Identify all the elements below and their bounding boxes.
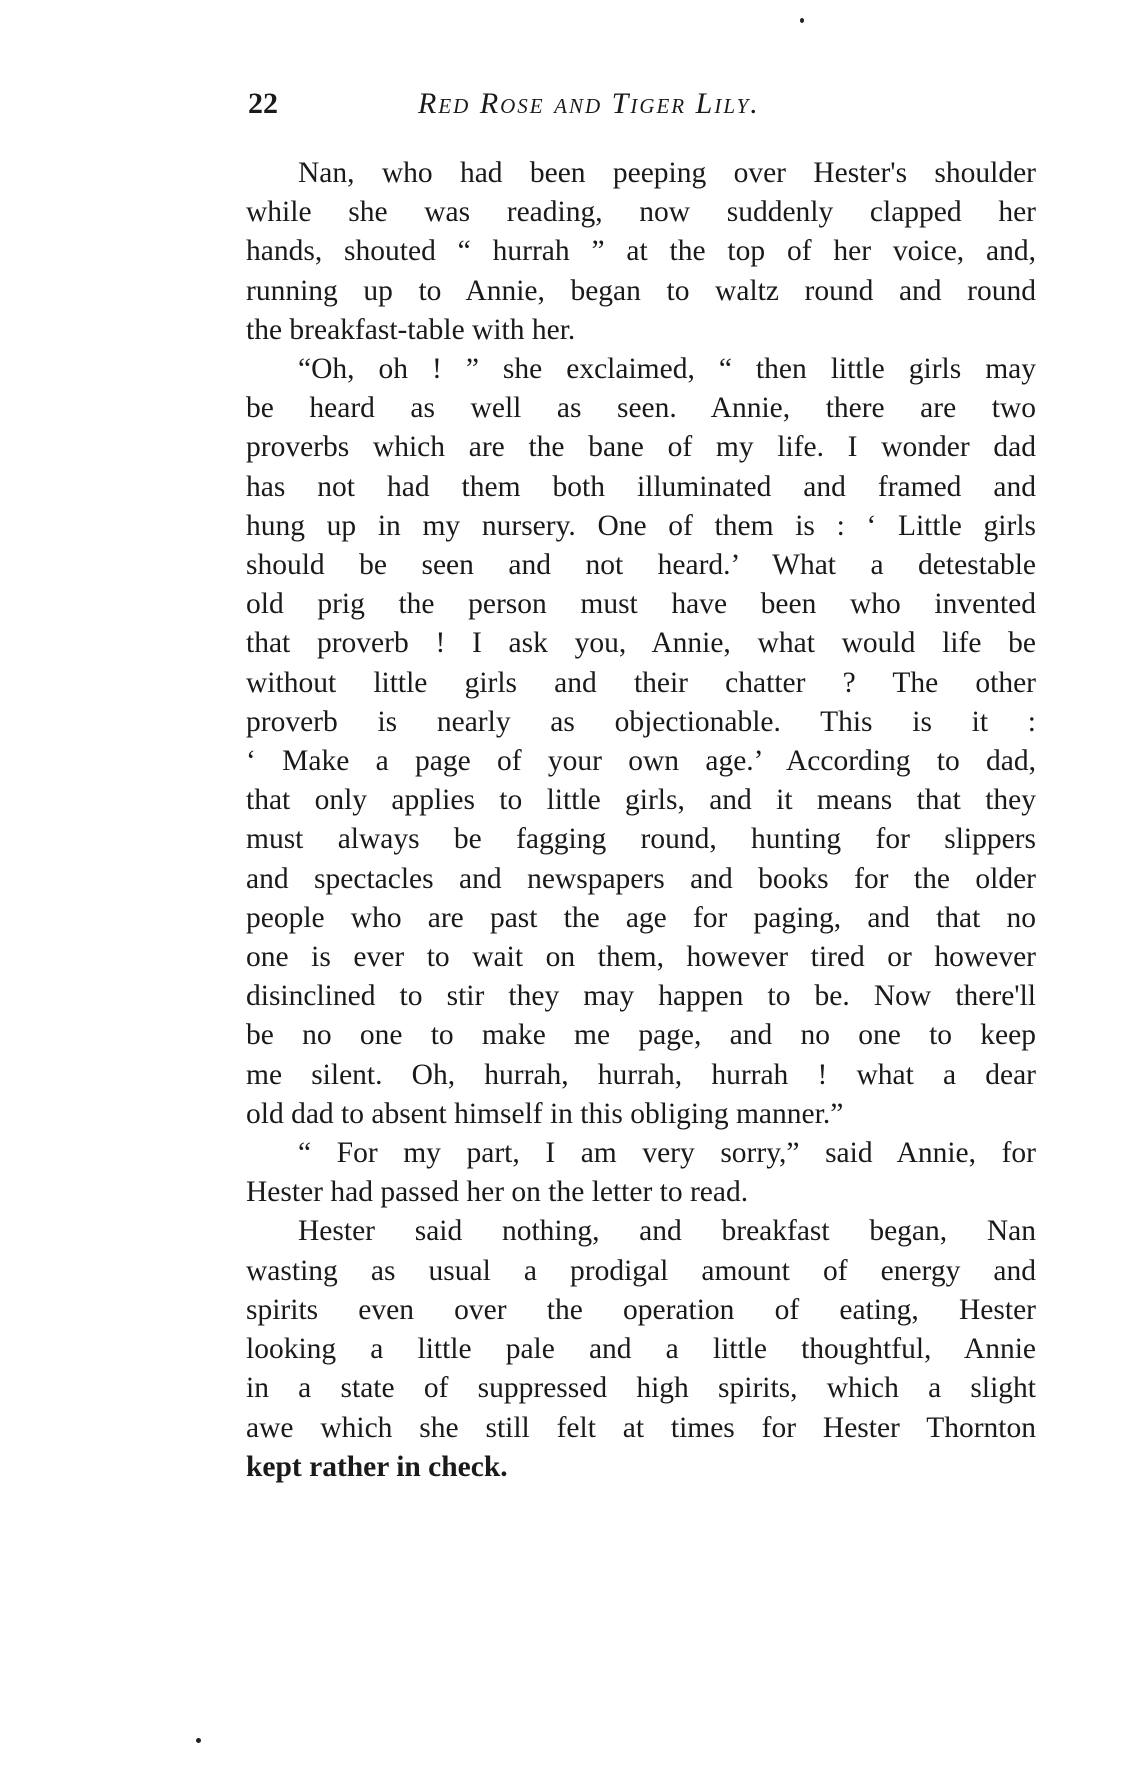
text-line: hung up in my nursery. One of them is : ‘ Little girls <box>246 509 1036 542</box>
body-text <box>246 154 1036 1487</box>
text-line: without little girls and their chatter ? The other <box>246 666 1036 699</box>
ink-speck <box>800 18 804 23</box>
text-line: old prig the person must have been who invented <box>246 588 1036 621</box>
text-line: must always be fagging round, hunting for slippers <box>246 823 1036 856</box>
text-line: that proverb ! I ask you, Annie, what would life be <box>246 627 1036 660</box>
text-line: running up to Annie, began to waltz round and round <box>246 274 1036 307</box>
text-line: proverb is nearly as objectionable. This is it : <box>246 705 1036 738</box>
text-line: ‘ Make a page of your own age.’ According to dad, <box>246 745 1036 778</box>
text-line: old dad to absent himself in this obliging manner.” <box>246 1097 844 1130</box>
text-line: in a state of suppressed high spirits, which a slight <box>246 1372 1036 1405</box>
text-line: Nan, who had been peeping over Hester's shoulder <box>298 157 1036 189</box>
page-number: 22 <box>248 87 278 120</box>
paragraph <box>246 154 1036 350</box>
text-line: be no one to make me page, and no one to keep <box>246 1019 1036 1052</box>
text-line: be heard as well as seen. Annie, there are two <box>246 392 1036 425</box>
text-line: looking a little pale and a little thoughtful, Annie <box>246 1333 1036 1366</box>
paragraph <box>246 1134 1036 1212</box>
text-line: hands, shouted “ hurrah ” at the top of her voice, and, <box>246 235 1036 268</box>
text-line: awe which she still felt at times for Hester Thornton <box>246 1411 1036 1444</box>
running-title: Red Rose and Tiger Lily. <box>418 87 760 120</box>
text-line: Hester said nothing, and breakfast began, Nan <box>298 1215 1036 1248</box>
text-line: spirits even over the operation of eating, Hester <box>246 1293 1036 1326</box>
text-line: should be seen and not heard.’ What a detestable <box>246 549 1036 582</box>
text-line: me silent. Oh, hurrah, hurrah, hurrah ! what a dear <box>246 1058 1036 1091</box>
paragraph <box>246 350 1036 1134</box>
text-line: proverbs which are the bane of my life. I wonder dad <box>246 431 1036 464</box>
text-line: the breakfast-table with her. <box>246 313 576 346</box>
text-line: people who are past the age for paging, and that no <box>246 901 1036 934</box>
text-line: one is ever to wait on them, however tired or however <box>246 941 1036 974</box>
text-line: Hester had passed her on the letter to read. <box>246 1176 749 1209</box>
text-line: while she was reading, now suddenly clapped her <box>246 196 1036 229</box>
text-line: and spectacles and newspapers and books for the older <box>246 862 1036 895</box>
text-line: disinclined to stir they may happen to be. Now there'll <box>246 980 1036 1013</box>
paragraph <box>246 1212 1036 1486</box>
text-line: “ For my part, I am very sorry,” said Annie, for <box>298 1137 1036 1170</box>
text-line: “Oh, oh ! ” she exclaimed, “ then little girls may <box>298 353 1036 386</box>
text-line: wasting as usual a prodigal amount of energy and <box>246 1254 1036 1287</box>
page-header <box>248 84 1038 124</box>
ink-speck <box>196 1738 201 1743</box>
text-line: has not had them both illuminated and framed and <box>246 470 1036 503</box>
text-line: that only applies to little girls, and it means that they <box>246 784 1036 817</box>
text-line: kept rather in check. <box>246 1450 508 1483</box>
